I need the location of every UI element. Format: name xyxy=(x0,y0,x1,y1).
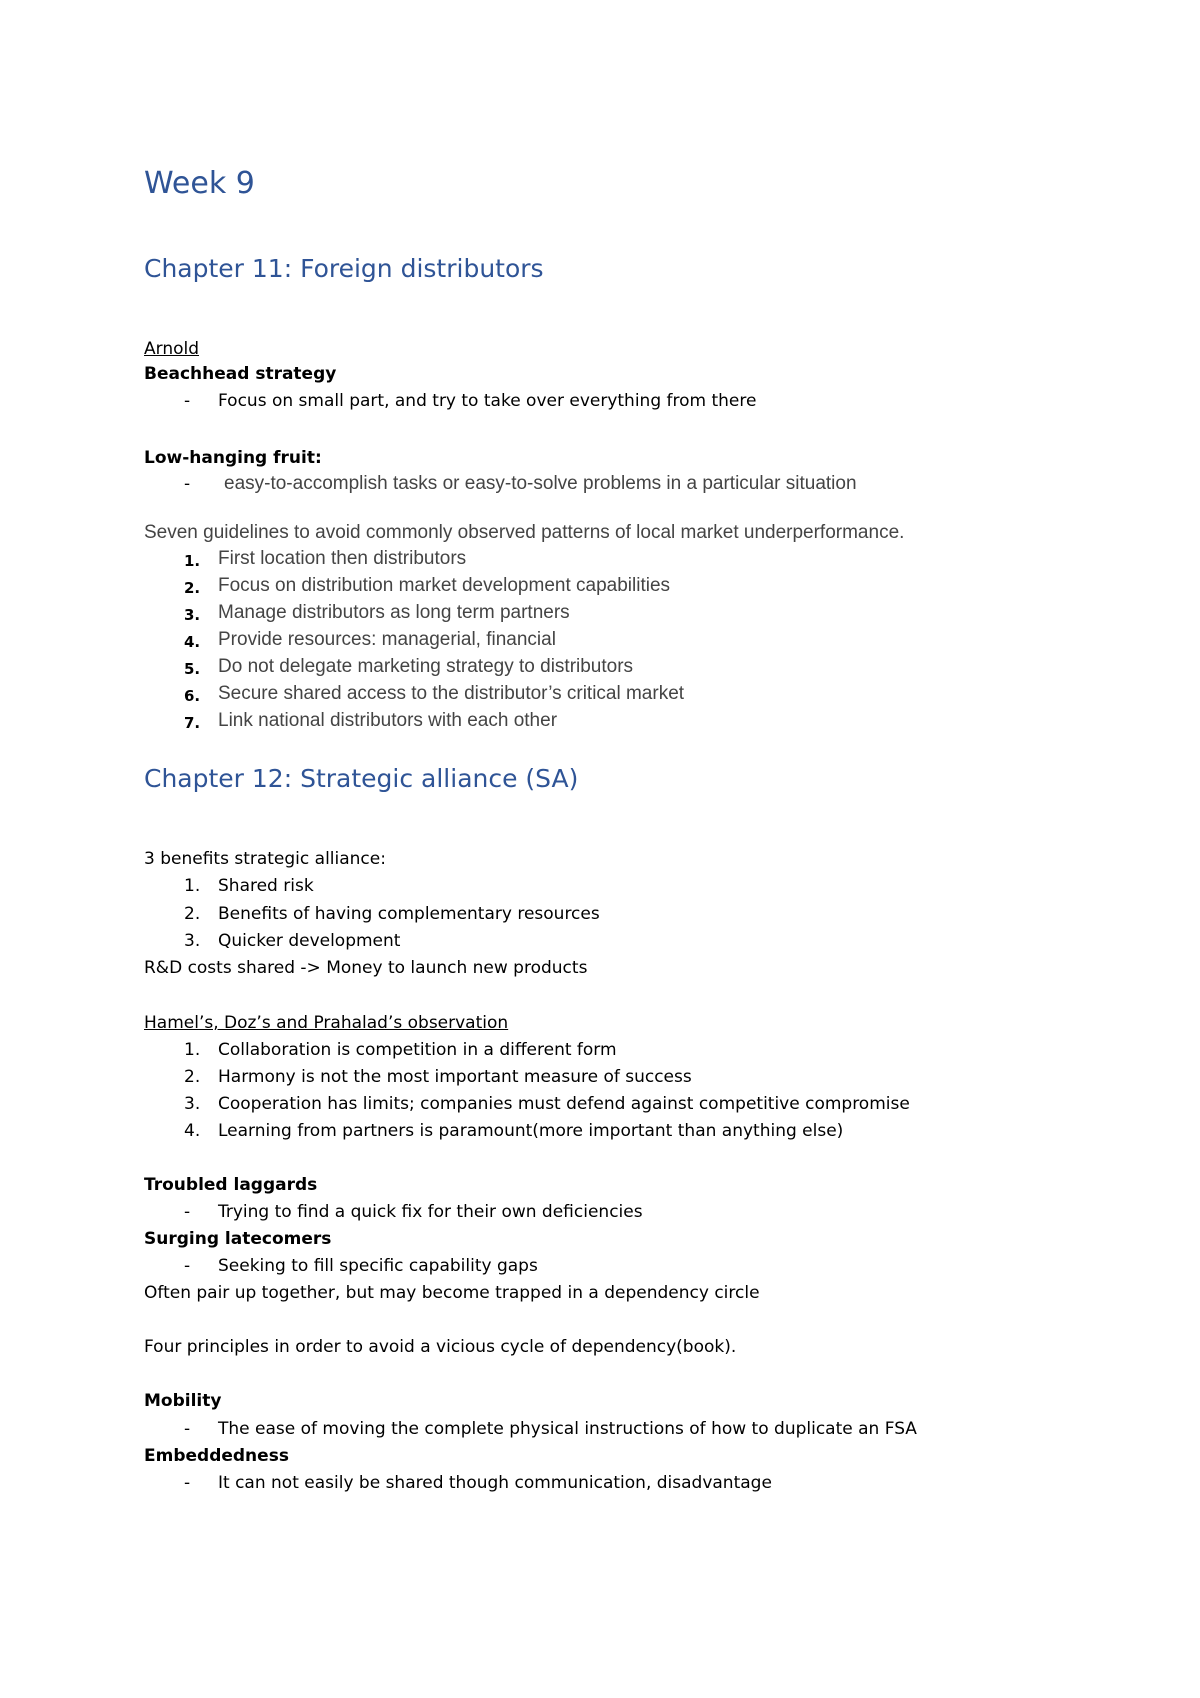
list-item: Cooperation has limits; companies must defend against competitive compromise xyxy=(218,1094,910,1114)
label-embeddedness: Embeddedness xyxy=(144,1446,289,1466)
bullet-dash: - xyxy=(184,1202,191,1222)
list-item: Focus on distribution market development capabilities xyxy=(218,575,671,596)
bullet-dash: - xyxy=(184,391,191,411)
label-mobility: Mobility xyxy=(144,1391,222,1411)
label-low-hanging-fruit: Low-hanging fruit: xyxy=(144,448,322,468)
list-number: 3. xyxy=(184,606,201,624)
list-item: Secure shared access to the distributor’s critical market xyxy=(218,683,685,704)
list-item: First location then distributors xyxy=(218,548,467,569)
rd-costs-line: R&D costs shared -> Money to launch new products xyxy=(144,958,588,978)
list-number: 2. xyxy=(184,1067,201,1087)
list-item: Provide resources: managerial, financial xyxy=(218,629,556,650)
chapter-12-heading: Chapter 12: Strategic alliance (SA) xyxy=(144,764,579,793)
list-number: 7. xyxy=(184,714,201,732)
list-number: 3. xyxy=(184,931,201,951)
list-item: Manage distributors as long term partners xyxy=(218,602,570,623)
list-number: 3. xyxy=(184,1094,201,1114)
list-number: 2. xyxy=(184,579,201,597)
list-number: 1. xyxy=(184,552,201,570)
embeddedness-item: It can not easily be shared though communication, disadvantage xyxy=(218,1473,772,1493)
list-item: Quicker development xyxy=(218,931,401,951)
bullet-dash: - xyxy=(184,474,191,494)
label-troubled-laggards: Troubled laggards xyxy=(144,1175,318,1195)
mobility-item: The ease of moving the complete physical instructions of how to duplicate an FSA xyxy=(218,1419,917,1439)
list-number: 1. xyxy=(184,1040,201,1060)
chapter-11-heading: Chapter 11: Foreign distributors xyxy=(144,254,544,283)
list-number: 1. xyxy=(184,876,201,896)
pair-up-line: Often pair up together, but may become trapped in a dependency circle xyxy=(144,1283,760,1303)
label-surging-latecomers: Surging latecomers xyxy=(144,1229,332,1249)
list-item: Benefits of having complementary resources xyxy=(218,904,600,924)
troubled-item: Trying to find a quick fix for their own deficiencies xyxy=(218,1202,643,1222)
list-number: 5. xyxy=(184,660,201,678)
surging-item: Seeking to fill specific capability gaps xyxy=(218,1256,538,1276)
bullet-dash: - xyxy=(184,1256,191,1276)
section-label-arnold: Arnold xyxy=(144,339,200,359)
label-beachhead-strategy: Beachhead strategy xyxy=(144,364,337,384)
beachhead-item: Focus on small part, and try to take over everything from there xyxy=(218,391,757,411)
bullet-dash: - xyxy=(184,1473,191,1493)
list-number: 2. xyxy=(184,904,201,924)
low-hanging-item: easy-to-accomplish tasks or easy-to-solve problems in a particular situation xyxy=(224,473,857,494)
page-title: Week 9 xyxy=(144,166,255,201)
list-item: Harmony is not the most important measure of success xyxy=(218,1067,692,1087)
seven-guidelines-intro: Seven guidelines to avoid commonly observed patterns of local market underperformance. xyxy=(144,522,905,543)
list-item: Learning from partners is paramount(more important than anything else) xyxy=(218,1121,844,1141)
hamel-observation-label: Hamel’s, Doz’s and Prahalad’s observation xyxy=(144,1013,509,1033)
four-principles-line: Four principles in order to avoid a vicious cycle of dependency(book). xyxy=(144,1337,737,1357)
list-item: Link national distributors with each other xyxy=(218,710,558,731)
list-number: 4. xyxy=(184,1121,201,1141)
list-number: 4. xyxy=(184,633,201,651)
list-item: Shared risk xyxy=(218,876,314,896)
benefits-intro: 3 benefits strategic alliance: xyxy=(144,849,386,869)
list-number: 6. xyxy=(184,687,201,705)
bullet-dash: - xyxy=(184,1419,191,1439)
list-item: Do not delegate marketing strategy to distributors xyxy=(218,656,634,677)
list-item: Collaboration is competition in a different form xyxy=(218,1040,617,1060)
